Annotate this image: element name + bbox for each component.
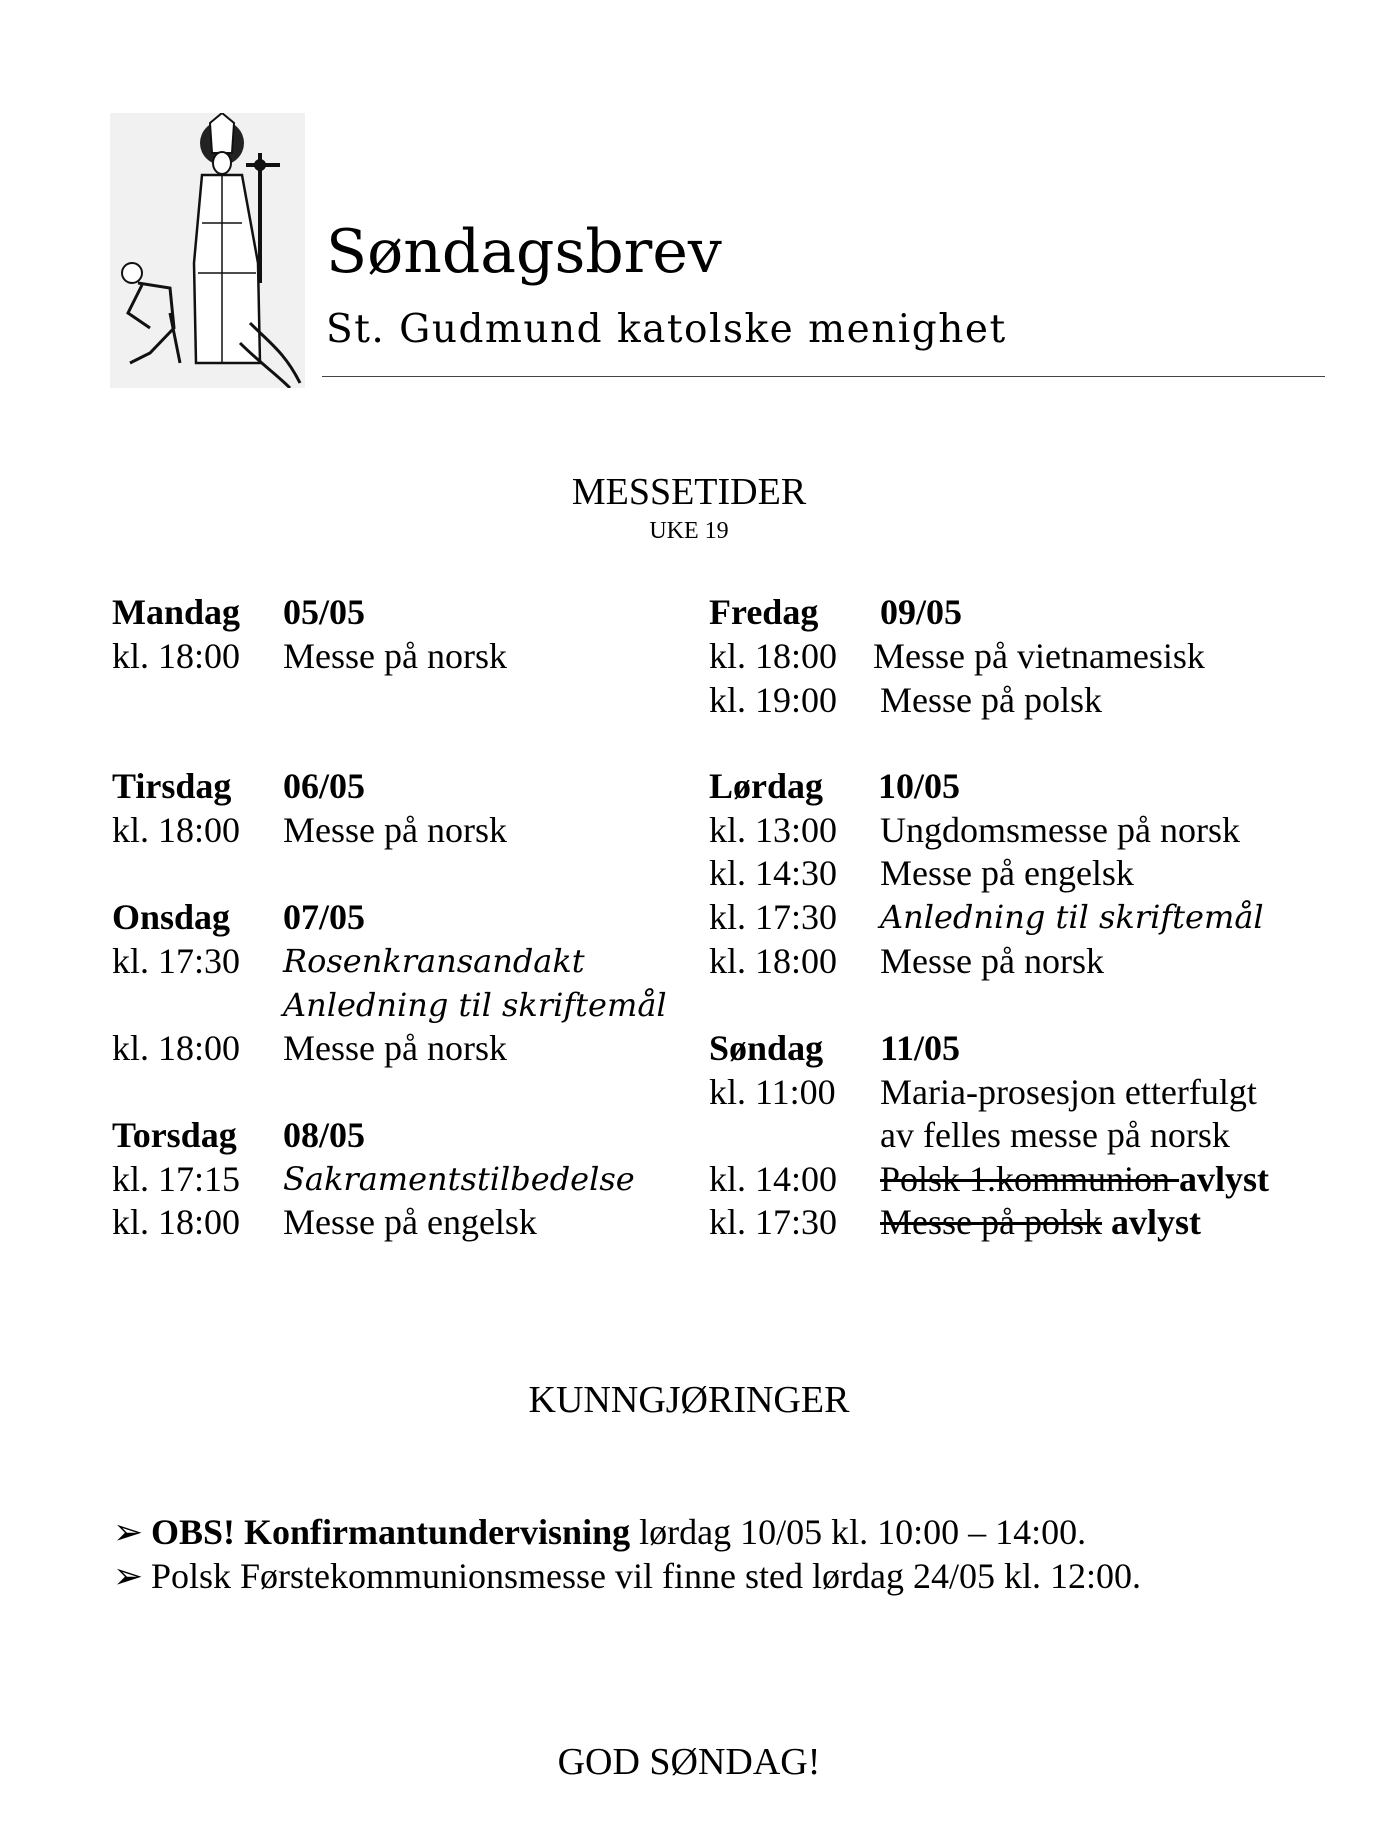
day-name: Søndag: [709, 1028, 824, 1068]
entry-time: kl. 18:00: [112, 636, 241, 676]
entry-time: kl. 17:30: [112, 941, 241, 981]
entry-text: Messe på engelsk: [880, 853, 1134, 893]
entry-text: Messe på polsk: [880, 1202, 1102, 1242]
day-name: Fredag: [709, 592, 819, 632]
day-date: 06/05: [283, 766, 366, 806]
announcement-item: [113, 1510, 1086, 1554]
day-name: Torsdag: [112, 1115, 237, 1155]
entry-text: Anledning til skriftemål: [880, 898, 1264, 936]
entry-text: Rosenkransandakt: [283, 942, 585, 980]
entry-text: Polsk 1.kommunion: [880, 1159, 1180, 1199]
day-heading: [112, 590, 240, 634]
entry-time: kl. 14:30: [709, 853, 838, 893]
day-date: 08/05: [283, 1115, 366, 1155]
entry-time: kl. 18:00: [112, 1028, 241, 1068]
day-name: Mandag: [112, 592, 241, 632]
cancelled-entry: [880, 1200, 1201, 1244]
entry-time: kl. 11:00: [709, 1072, 836, 1112]
arrow-bullet-icon: ➢: [113, 1512, 144, 1552]
cancelled-entry: [880, 1157, 1269, 1201]
cancelled-badge: avlyst: [1110, 1202, 1201, 1242]
entry-text: Messe på engelsk: [283, 1202, 537, 1242]
announcement-text: Polsk Førstekommunionsmesse vil finne sted lørdag 24/05 kl. 12:00.: [151, 1556, 1141, 1596]
entry-time: kl. 17:15: [112, 1159, 241, 1199]
entry-text-cont: Anledning til skriftemål: [283, 986, 667, 1024]
entry-text: Messe på norsk: [880, 941, 1104, 981]
entry-time: kl. 18:00: [709, 941, 838, 981]
entry-text: Messe på norsk: [283, 1028, 507, 1068]
day-date: 05/05: [283, 592, 366, 632]
day-date: 11/05: [880, 1028, 961, 1068]
day-date: 10/05: [878, 766, 961, 806]
entry-text: Messe på norsk: [283, 810, 507, 850]
entry-text: Sakramentstilbedelse: [283, 1160, 635, 1198]
day-name: Onsdag: [112, 897, 231, 937]
cancelled-badge: avlyst: [1179, 1159, 1270, 1199]
page-title: Søndagsbrev: [326, 217, 722, 287]
arrow-bullet-icon: ➢: [113, 1556, 144, 1596]
entry-time: kl. 19:00: [709, 680, 838, 720]
day-date: 07/05: [283, 897, 366, 937]
page-subtitle: St. Gudmund katolske menighet: [326, 307, 1007, 352]
entry-time: kl. 13:00: [709, 810, 838, 850]
announcement-bold: OBS! Konfirmantundervisning: [151, 1512, 631, 1552]
day-date: 09/05: [880, 592, 963, 632]
entry-time: kl. 18:00: [112, 1202, 241, 1242]
entry-text: Maria-prosesjon etterfulgt: [880, 1072, 1257, 1112]
announcement-text: lørdag 10/05 kl. 10:00 – 14:00.: [630, 1512, 1087, 1552]
entry-text: Messe på polsk: [880, 680, 1102, 720]
entry-text: Messe på vietnamesisk: [873, 636, 1205, 676]
day-name: Lørdag: [709, 766, 824, 806]
closing-greeting: GOD SØNDAG!: [557, 1741, 821, 1783]
entry-time: kl. 18:00: [112, 810, 241, 850]
entry-text: Messe på norsk: [283, 636, 507, 676]
week-label: UKE 19: [649, 518, 729, 544]
announcements-heading: KUNNGJØRINGER: [528, 1379, 850, 1421]
entry-time: kl. 17:30: [709, 1202, 838, 1242]
day-name: Tirsdag: [112, 766, 232, 806]
parish-logo: [110, 113, 305, 388]
announcement-item: [113, 1554, 1141, 1598]
header-divider: [322, 376, 1325, 377]
entry-time: kl. 18:00: [709, 636, 838, 676]
entry-time: kl. 14:00: [709, 1159, 838, 1199]
schedule-heading: MESSETIDER: [571, 471, 807, 513]
entry-text: Ungdomsmesse på norsk: [880, 810, 1240, 850]
entry-time: kl. 17:30: [709, 897, 838, 937]
entry-text-cont: av felles messe på norsk: [880, 1115, 1230, 1155]
